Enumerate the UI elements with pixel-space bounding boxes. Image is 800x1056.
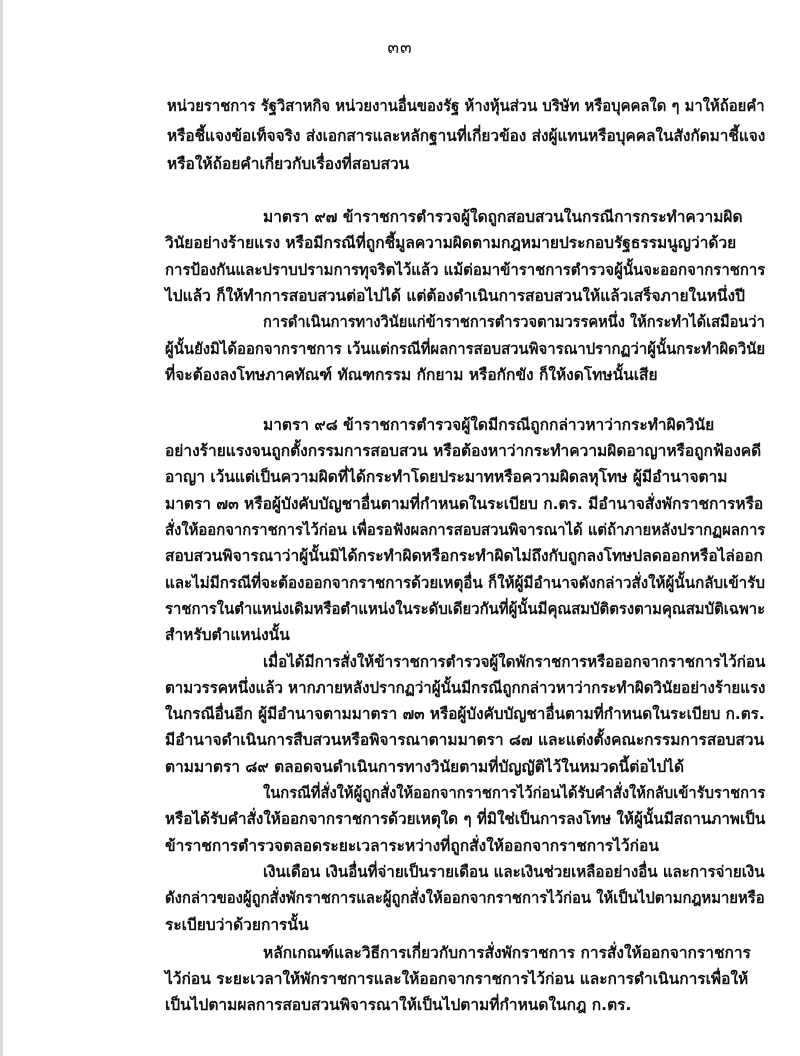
text-line: สำหรับตำแหน่งนั้น	[165, 626, 290, 644]
text-line: หน่วยราชการ รัฐวิสาหกิจ หน่วยงานอื่นของรัฐ ห้างหุ้นส่วน บริษัท หรือบุคคลใด ๆ มาให้ถ้อยคำ	[167, 97, 765, 115]
text-line: มาตรา ๙๗ ข้าราชการตำรวจผู้ใดถูกสอบสวนในกรณีการกระทำความผิด	[263, 208, 743, 226]
text-line: ตามมาตรา ๘๙ ตลอดจนดำเนินการทางวินัยตามที่บัญญัติไว้ในหมวดนี้ต่อไปได้	[165, 758, 685, 776]
text-line: ที่จะต้องลงโทษภาคทัณฑ์ ทัณฑกรรม กักยาม หรือกักขัง ก็ให้งดโทษนั้นเสีย	[165, 366, 658, 384]
text-line: ราชการในตำแหน่งเดิมหรือตำแหน่งในระดับเดียวกันที่ผู้นั้นมีคุณสมบัติตรงตามคุณสมบัติเฉพาะ	[165, 600, 766, 618]
text-line: สั่งให้ออกจากราชการไว้ก่อน เพื่อรอฟังผลการสอบสวนพิจารณาได้ แต่ถ้าภายหลังปรากฏผลการ	[165, 521, 766, 539]
text-line: มาตรา ๙๘ ข้าราชการตำรวจผู้ใดมีกรณีถูกกล่าวหาว่ากระทำผิดวินัย	[263, 416, 715, 434]
text-line: ในกรณีอื่นอีก ผู้มีอำนาจตามมาตรา ๗๓ หรือผู้บังคับบัญชาอื่นตามที่กำหนดในระเบียบ ก.ตร.	[165, 705, 765, 723]
text-line: การป้องกันและปราบปรามการทุจริตไว้แล้ว แม้ต่อมาข้าราชการตำรวจผู้นั้นจะออกจากราชการ	[165, 261, 766, 279]
text-line: ไว้ก่อน ระยะเวลาให้พักราชการและให้ออกจากราชการไว้ก่อน และการดำเนินการเพื่อให้	[165, 970, 749, 988]
text-line: หลักเกณฑ์และวิธีการเกี่ยวกับการสั่งพักราชการ การสั่งให้ออกจากราชการ	[263, 944, 751, 962]
text-line: เมื่อได้มีการสั่งให้ข้าราชการตำรวจผู้ใดพักราชการหรือออกจากราชการไว้ก่อน	[263, 653, 766, 671]
text-line: เงินเดือน เงินอื่นที่จ่ายเป็นรายเดือน และเงินช่วยเหลืออย่างอื่น และการจ่ายเงิน	[263, 863, 765, 881]
text-line: มาตรา ๗๓ หรือผู้บังคับบัญชาอื่นตามที่กำหนดในระเบียบ ก.ตร. มีอำนาจสั่งพักราชการหรือ	[165, 495, 764, 513]
text-line: ในกรณีที่สั่งให้ผู้ถูกสั่งให้ออกจากราชการไว้ก่อนได้รับคำสั่งให้กลับเข้ารับราชการ	[263, 784, 766, 802]
text-line: มีอำนาจดำเนินการสืบสวนหรือพิจารณาตามมาตรา ๘๗ และแต่งตั้งคณะกรรมการสอบสวน	[165, 731, 765, 749]
text-line: ตามวรรคหนึ่งแล้ว หากภายหลังปรากฏว่าผู้นั้นมีกรณีถูกกล่าวหาว่ากระทำผิดวินัยอย่างร้ายแรง	[165, 679, 766, 697]
text-line: และไม่มีกรณีที่จะต้องออกจากราชการด้วยเหตุอื่น ก็ให้ผู้มีอำนาจดังกล่าวสั่งให้ผู้นั้นกลับเข้ารับ	[165, 574, 765, 592]
text-line: อาญา เว้นแต่เป็นความผิดที่ได้กระทำโดยประมาทหรือความผิดลหุโทษ ผู้มีอำนาจตาม	[165, 468, 728, 486]
text-line: หรือได้รับคำสั่งให้ออกจากราชการด้วยเหตุใด ๆ ที่มิใช่เป็นการลงโทษ ให้ผู้นั้นมีสถานภาพเป็น	[165, 810, 766, 828]
text-line: ผู้นั้นยังมิได้ออกจากราชการ เว้นแต่กรณีที่ผลการสอบสวนพิจารณาปรากฏว่าผู้นั้นกระทำผิดวินัย	[165, 340, 766, 358]
text-line: ไปแล้ว ก็ให้ทำการสอบสวนต่อไปได้ แต่ต้องดำเนินการสอบสวนให้แล้วเสร็จภายในหนึ่งปี	[165, 287, 745, 305]
text-line: ข้าราชการตำรวจตลอดระยะเวลาระหว่างที่ถูกสั่งให้ออกจากราชการไว้ก่อน	[165, 837, 659, 855]
text-line: อย่างร้ายแรงจนถูกตั้งกรรมการสอบสวน หรือต้องหาว่ากระทำความผิดอาญาหรือถูกฟ้องคดี	[165, 442, 762, 460]
text-line: หรือชี้แจงข้อเท็จจริง ส่งเอกสารและหลักฐานที่เกี่ยวข้อง ส่งผู้แทนหรือบุคคลในสังกัดมาชี้แจง	[167, 127, 766, 145]
text-line: ดังกล่าวของผู้ถูกสั่งพักราชการและผู้ถูกสั่งให้ออกจากราชการไว้ก่อน ให้เป็นไปตามกฎหมายหรือ	[165, 889, 765, 907]
text-line: เป็นไปตามผลการสอบสวนพิจารณาให้เป็นไปตามที่กำหนดในกฎ ก.ตร.	[165, 996, 632, 1014]
text-line: วินัยอย่างร้ายแรง หรือมีกรณีที่ถูกชี้มูลความผิดตามกฎหมายประกอบรัฐธรรมนูญว่าด้วย	[165, 234, 737, 252]
text-line: สอบสวนพิจารณาว่าผู้นั้นมิได้กระทำผิดหรือกระทำผิดไม่ถึงกับถูกลงโทษปลดออกหรือไล่ออก	[165, 547, 763, 565]
text-line: ระเบียบว่าด้วยการนั้น	[165, 916, 309, 934]
text-line: การดำเนินการทางวินัยแก่ข้าราชการตำรวจตามวรรคหนึ่ง ให้กระทำได้เสมือนว่า	[263, 313, 765, 331]
scan-edge	[0, 0, 3, 1056]
page-number: ๓๓	[387, 38, 413, 58]
text-line: หรือให้ถ้อยคำเกี่ยวกับเรื่องที่สอบสวน	[167, 155, 410, 173]
